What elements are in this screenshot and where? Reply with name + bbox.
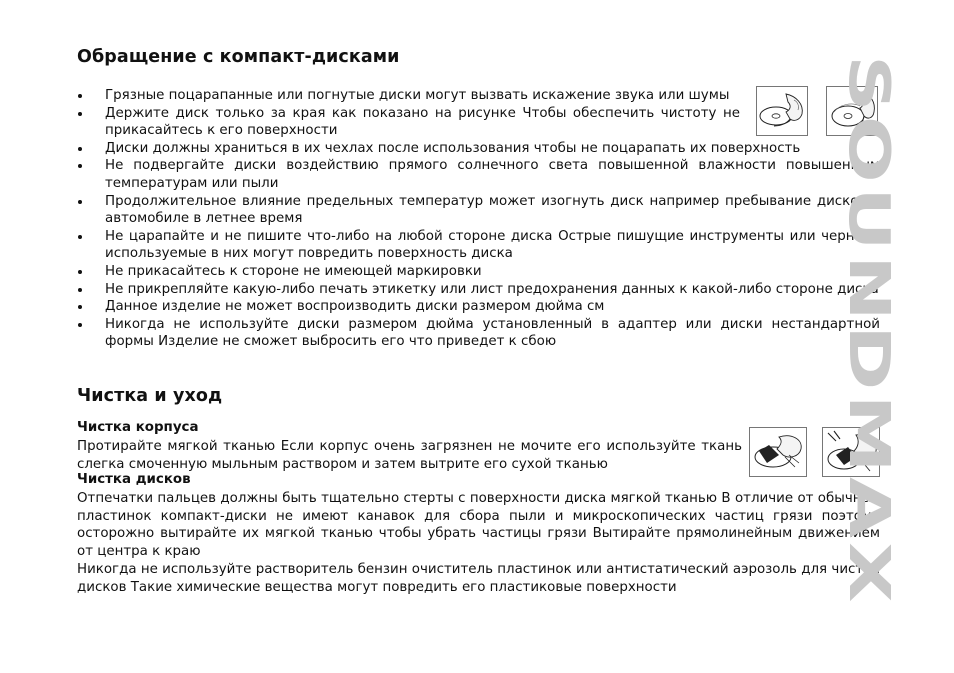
subheading-disc-cleaning: Чистка дисков <box>77 472 191 487</box>
section-title-disc-handling: Обращение с компакт-дисками <box>77 47 400 67</box>
subheading-body-cleaning: Чистка корпуса <box>77 420 199 435</box>
list-item: Не царапайте и не пишите что-либо на любой стороне диска Острые пишущие инструменты или чернила используемые в них могут повредить поверхность диска <box>77 228 880 263</box>
hand-holding-disc-illustration <box>756 86 808 136</box>
list-item: Никогда не используйте диски размером дюйма установленный в адаптер или диски нестандартной формы Изделие не сможет выбросить его что приведет к сбою <box>77 316 880 351</box>
list-item: Грязные поцарапанные или погнутые диски могут вызвать искажение звука или шумы <box>77 87 740 105</box>
cloth-wiping-illustration <box>749 427 807 477</box>
list-item: Не подвергайте диски воздействию прямого солнечного света повышенной влажности повышенным температурам или пыли <box>77 157 880 192</box>
paragraph-disc-cleaning: Отпечатки пальцев должны быть тщательно стерты с поверхности диска мягкой тканью В отличие от обычных пластинок компакт-диски не имеют канавок для сбора пыли и микроскопических частиц грязи поэтому осторожно вытирайте их мягкой тканью чтобы убрать частицы грязи Вытирайте прямолинейным движением от центра к краю <box>77 491 880 559</box>
list-item: Не прикасайтесь к стороне не имеющей маркировки <box>77 263 880 281</box>
section-title-care: Чистка и уход <box>77 386 223 406</box>
paragraph-body-cleaning: Протирайте мягкой тканью Если корпус очень загрязнен не мочите его используйте ткань слегка смоченную мыльным раствором и затем вытрите его сухой тканью <box>77 439 742 472</box>
list-item: Держите диск только за края как показано на рисунке Чтобы обеспечить чистоту не прикасайтесь к его поверхности <box>77 105 740 140</box>
list-item: Не прикрепляйте какую-либо печать этикетку или лист предохранения данных к какой-либо стороне диска <box>77 281 880 299</box>
soundmax-logo <box>836 55 941 610</box>
list-item: Данное изделие не может воспроизводить диски размером дюйма см <box>77 298 880 316</box>
list-item: Продолжительное влияние предельных температур может изогнуть диск например пребывание дисков в автомобиле в летнее время <box>77 193 880 228</box>
svg-text:SOUNDMAX: SOUNDMAX <box>836 55 901 449</box>
list-item: Диски должны храниться в их чехлах после использования чтобы не поцарапать их поверхность <box>77 140 880 158</box>
paragraph-disc-chemicals-warning: Никогда не используйте растворитель бензин очиститель пластинок или антистатический аэрозоль для чистки дисков Такие химические вещества могут повредить его пластиковые поверхности <box>77 562 880 595</box>
